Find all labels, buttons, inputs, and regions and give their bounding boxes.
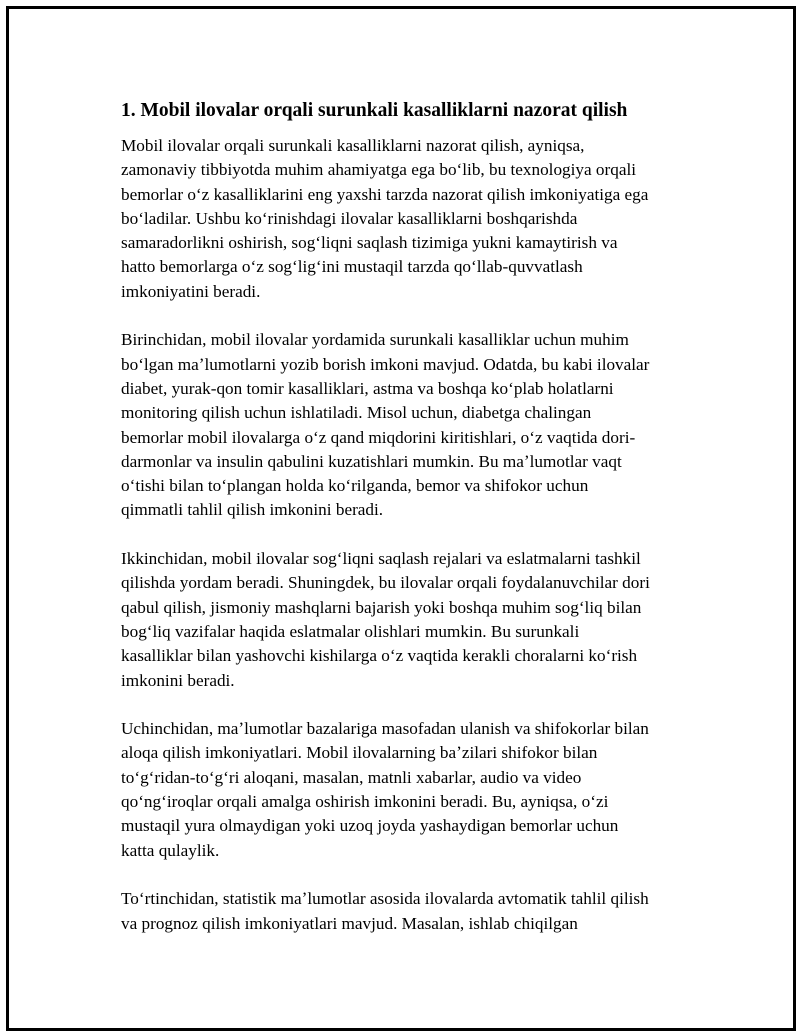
text-line: Toʻrtinchidan, statistik maʼlumotlar asosida ilovalarda avtomatik tahlil qilish (121, 889, 649, 909)
text-line: monitoring qilish uchun ishlatiladi. Misol uchun, diabetga chalingan (121, 403, 592, 423)
text-line: qoʻngʻiroqlar orqali amalga oshirish imkonini beradi. Bu, ayniqsa, oʻzi (121, 792, 609, 812)
text-line: qilishda yordam beradi. Shuningdek, bu ilovalar orqali foydalanuvchilar dori (121, 573, 650, 593)
text-line: imkoniyatini beradi. (121, 281, 261, 301)
text-line: katta qulaylik. (121, 840, 220, 860)
text-line: Ikkinchidan, mobil ilovalar sogʻliqni saqlash rejalari va eslatmalarni tashkil (121, 549, 641, 569)
text-line: mustaqil yura olmaydigan yoki uzoq joyda yashaydigan bemorlar uchun (121, 816, 619, 836)
text-line: diabet, yurak-qon tomir kasalliklari, astma va boshqa koʻplab holatlarni (121, 378, 614, 398)
section-heading: 1. Mobil ilovalar orqali surunkali kasalliklarni nazorat qilish (121, 100, 628, 121)
text-line: bemorlar oʻz kasalliklarini eng yaxshi tarzda nazorat qilish imkoniyatiga ega (121, 184, 649, 204)
text-line: qabul qilish, jismoniy mashqlarni bajarish yoki boshqa muhim sogʻliq bilan (121, 597, 642, 617)
page-frame (6, 6, 796, 1031)
text-line: Mobil ilovalar orqali surunkali kasalliklarni nazorat qilish, ayniqsa, (121, 136, 585, 155)
text-line: Birinchidan, mobil ilovalar yordamida surunkali kasalliklar uchun muhim (121, 330, 629, 350)
paragraph-third (121, 717, 701, 863)
text-line: darmonlar va insulin qabulini kuzatishlari mumkin. Bu maʼlumotlar vaqt (121, 451, 622, 471)
text-line: zamonaviy tibbiyotda muhim ahamiyatga ega boʻlib, bu texnologiya orqali (121, 160, 637, 180)
text-line: va prognoz qilish imkoniyatlari mavjud. Masalan, ishlab chiqilgan (121, 913, 578, 933)
text-line: toʻgʻridan-toʻgʻri aloqani, masalan, matnli xabarlar, audio va video (121, 767, 582, 787)
text-line: boʻladilar. Ushbu koʻrinishdagi ilovalar kasalliklarni boshqarishda (121, 208, 578, 228)
document-body (121, 99, 701, 960)
text-line: hatto bemorlarga oʻz sogʻligʻini mustaqil tarzda qoʻllab-quvvatlash (121, 257, 583, 277)
paragraph-fourth (121, 887, 701, 936)
text-line: Uchinchidan, maʼlumotlar bazalariga masofadan ulanish va shifokorlar bilan (121, 719, 649, 739)
text-line: bemorlar mobil ilovalarga oʻz qand miqdorini kiritishlari, oʻz vaqtida dori- (121, 427, 636, 447)
text-line: imkonini beradi. (121, 670, 235, 690)
paragraph-first (121, 328, 701, 522)
text-line: samaradorlikni oshirish, sogʻliqni saqlash tizimiga yukni kamaytirish va (121, 233, 618, 253)
text-line: qimmatli tahlil qilish imkonini beradi. (121, 500, 384, 520)
text-line: aloqa qilish imkoniyatlari. Mobil ilovalarning baʼzilari shifokor bilan (121, 743, 598, 763)
paragraph-intro (121, 134, 701, 304)
text-line: kasalliklar bilan yashovchi kishilarga oʻz vaqtida kerakli choralarni koʻrish (121, 646, 638, 666)
text-line: boʻlgan maʼlumotlarni yozib borish imkoni mavjud. Odatda, bu kabi ilovalar (121, 354, 650, 374)
paragraph-second (121, 547, 701, 693)
text-line: bogʻliq vazifalar haqida eslatmalar olishlari mumkin. Bu surunkali (121, 621, 580, 641)
text-line: oʻtishi bilan toʻplangan holda koʻrilganda, bemor va shifokor uchun (121, 476, 589, 496)
